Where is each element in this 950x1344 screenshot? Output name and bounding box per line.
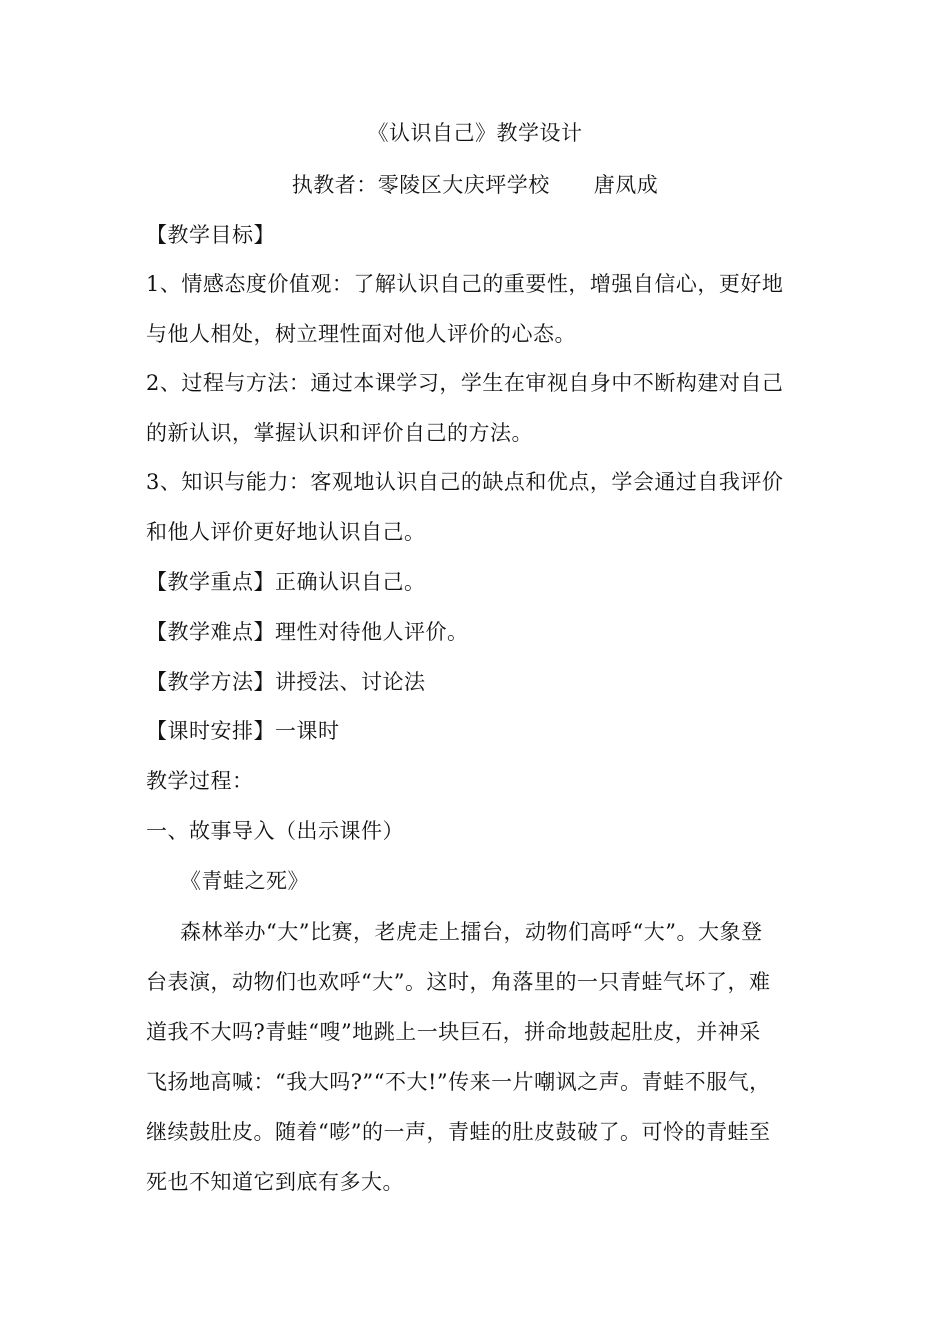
objective-1-line-1: 1、情感态度价值观：了解认识自己的重要性，增强自信心，更好地 (146, 272, 784, 296)
difficulty: 【教学难点】理性对待他人评价。 (146, 620, 469, 644)
objective-2-line-2: 的新认识，掌握认识和评价自己的方法。 (146, 421, 533, 445)
teaching-method: 【教学方法】讲授法、讨论法 (146, 670, 426, 694)
objective-1-line-2: 与他人相处，树立理性面对他人评价的心态。 (146, 322, 576, 346)
author-name: 唐凤成 (593, 173, 659, 197)
story-line: 飞扬地高喊：“我大吗?”“不大!”传来一片嘲讽之声。青蛙不服气， (146, 1070, 771, 1094)
story-line: 死也不知道它到底有多大。 (146, 1170, 404, 1194)
objective-3-line-1: 3、知识与能力：客观地认识自己的缺点和优点，学会通过自我评价 (146, 470, 784, 494)
story-title: 《青蛙之死》 (180, 869, 309, 893)
story-line: 道我不大吗?青蛙“嗖”地跳上一块巨石，拼命地鼓起肚皮，并神采 (146, 1020, 761, 1044)
section-1-heading: 一、故事导入（出示课件） (146, 819, 404, 843)
objective-2-line-1: 2、过程与方法：通过本课学习，学生在审视自身中不断构建对自己 (146, 371, 784, 395)
story-line: 台表演，动物们也欢呼“大”。这时，角落里的一只青蛙气坏了，难 (146, 970, 771, 994)
author-line (0, 170, 950, 200)
objective-3-line-2: 和他人评价更好地认识自己。 (146, 520, 426, 544)
key-point: 【教学重点】正确认识自己。 (146, 570, 426, 594)
story-line: 继续鼓肚皮。随着“嘭”的一声，青蛙的肚皮鼓破了。可怜的青蛙至 (146, 1120, 771, 1144)
objectives-heading: 【教学目标】 (146, 223, 275, 247)
process-heading: 教学过程： (146, 769, 254, 793)
story-line: 森林举办“大”比赛，老虎走上擂台，动物们高呼“大”。大象登 (180, 920, 763, 944)
class-schedule: 【课时安排】一课时 (146, 719, 340, 743)
document-title: 《认识自己》教学设计 (367, 121, 583, 145)
author-prefix: 执教者：零陵区大庆坪学校 (291, 173, 550, 197)
